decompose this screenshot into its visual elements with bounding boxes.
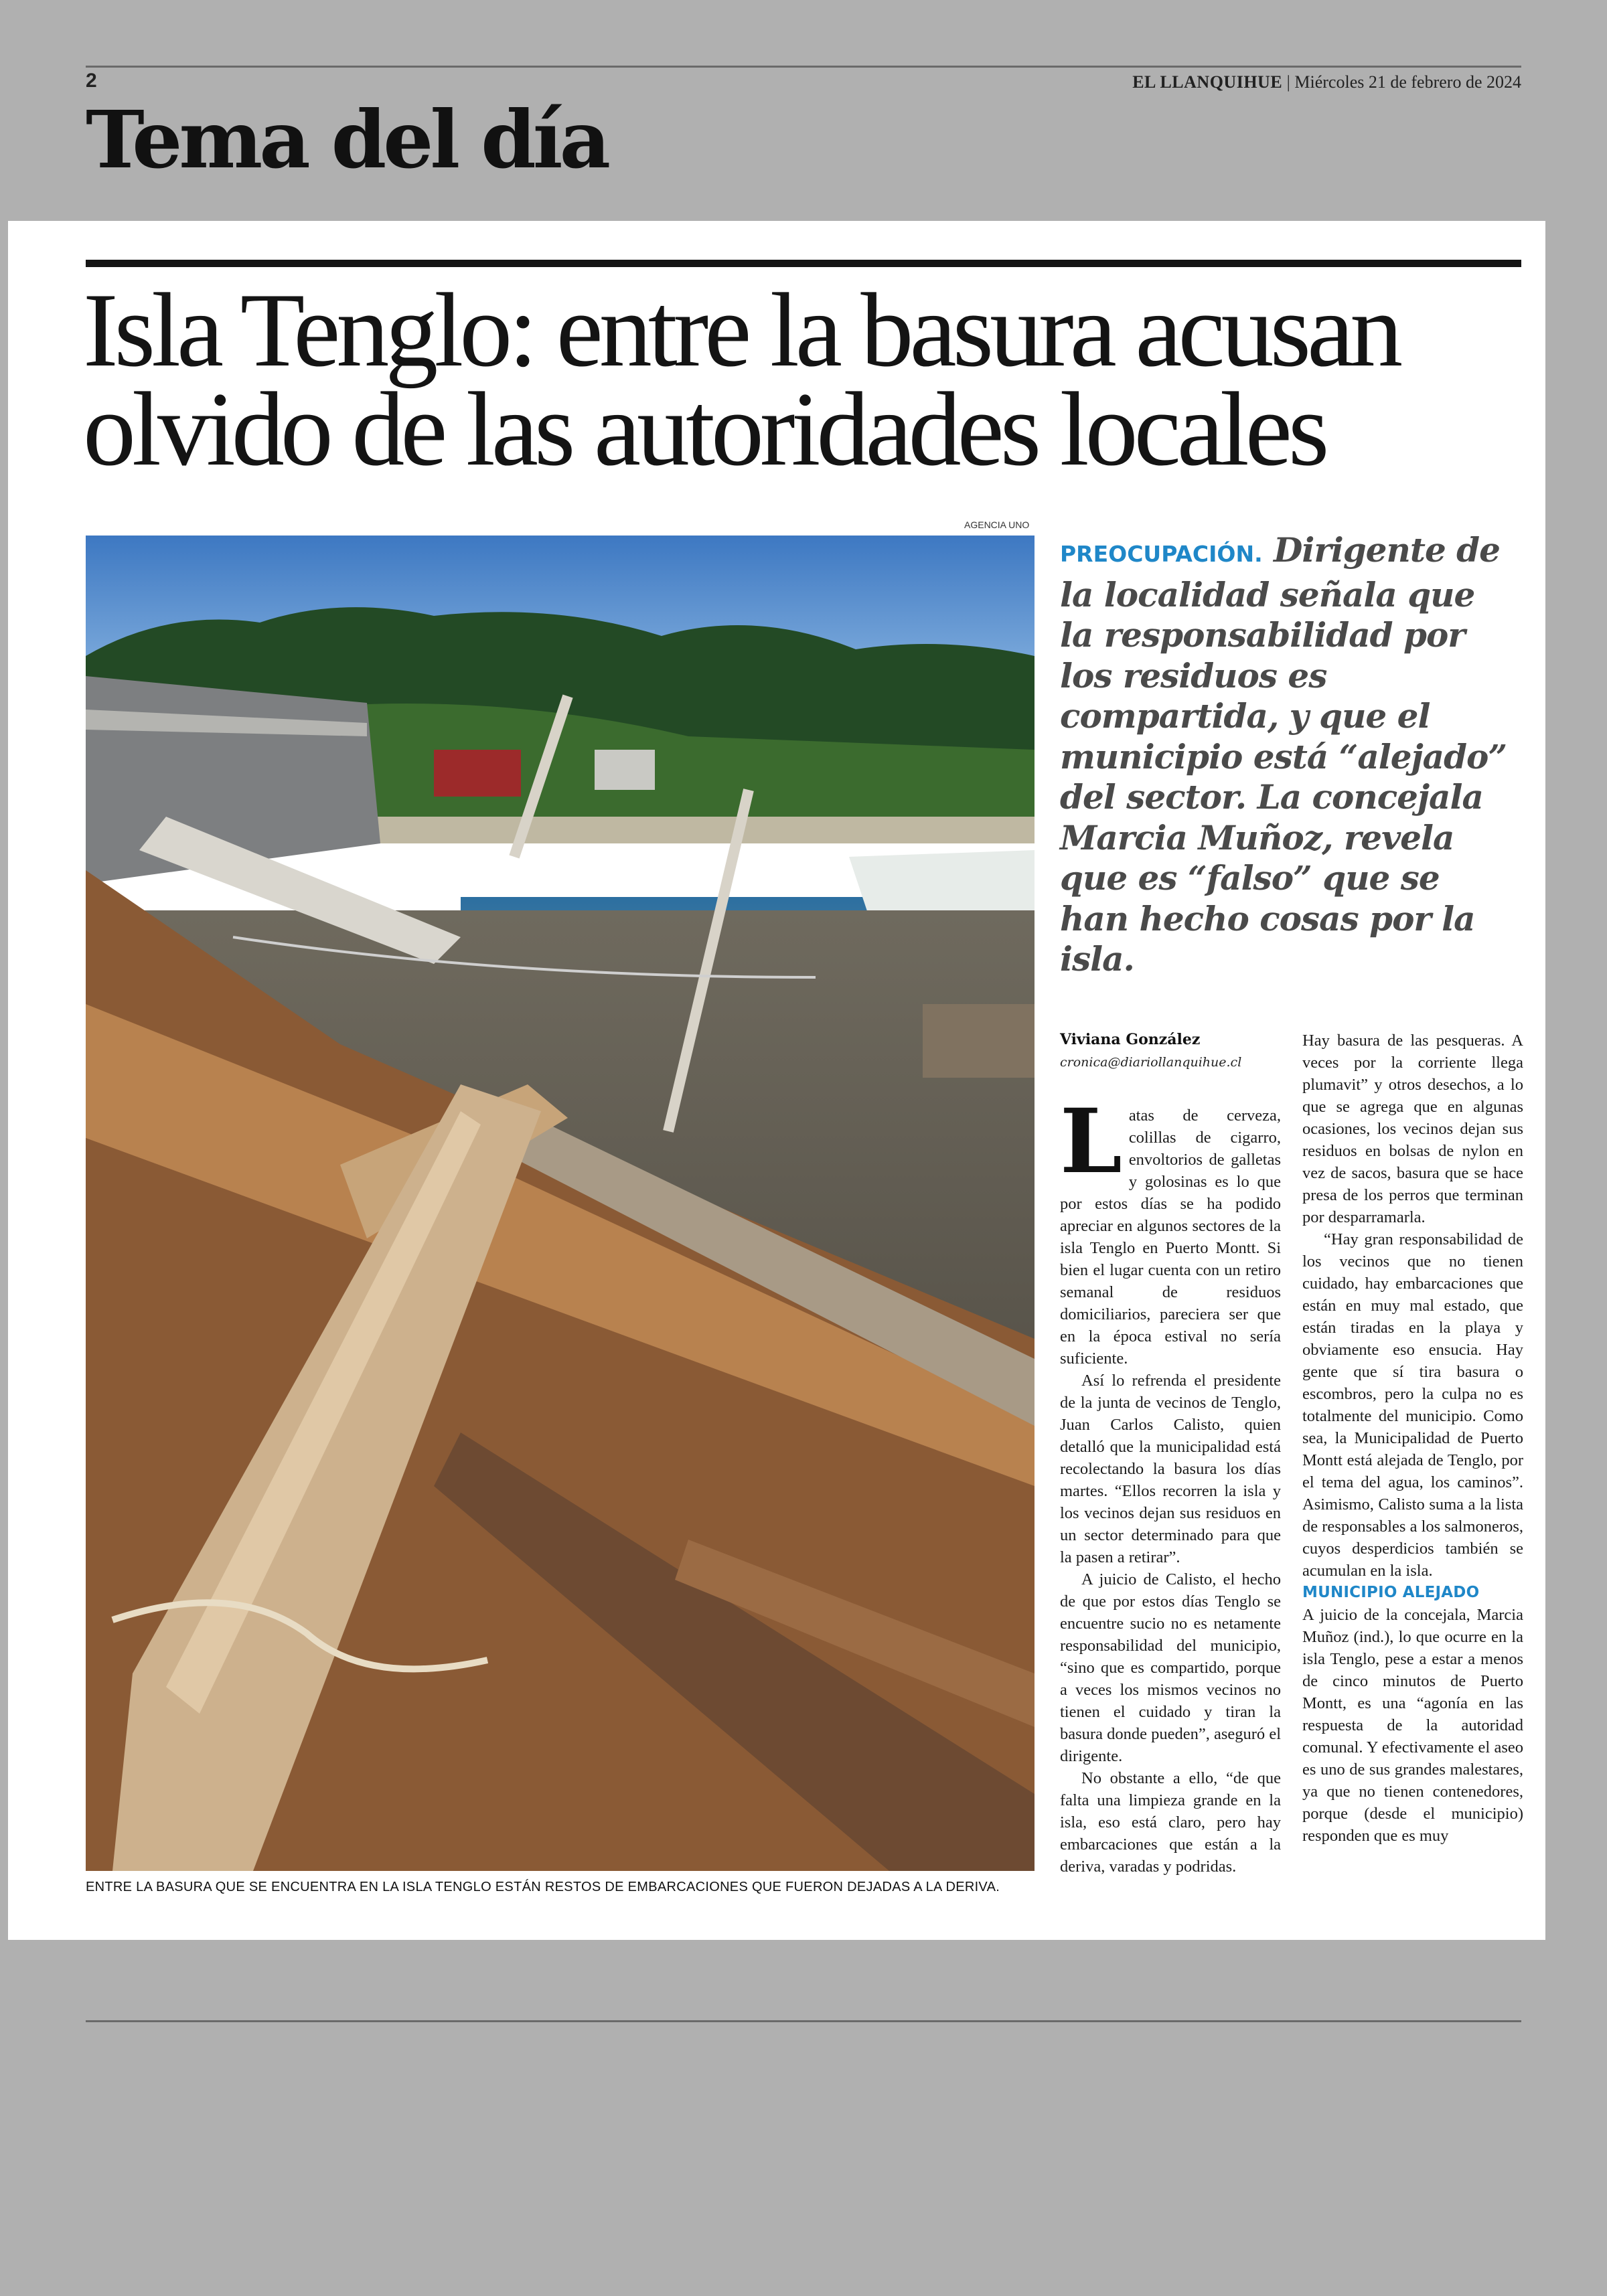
author-email: cronica@diariollanquihue.cl xyxy=(1060,1055,1242,1070)
paragraph: A juicio de Calisto, el hecho de que por estos días Tenglo se encuentre sucio no es netamente responsabilidad del municipio, “sino que es compartido, porque a veces los mismos vecinos no tienen el cuidado y tiran la basura donde pueden”, aseguró el dirigente. xyxy=(1060,1570,1281,1765)
headline-rule xyxy=(86,260,1521,267)
article-headline: Isla Tenglo: entre la basura acusan olvido de las autoridades locales xyxy=(83,272,1399,488)
issue-date: Miércoles 21 de febrero de 2024 xyxy=(1294,72,1521,92)
photo-credit: AGENCIA UNO xyxy=(964,519,1030,530)
page-number: 2 xyxy=(86,70,97,92)
paragraph: “Hay gran responsabilidad de los vecinos que no tienen cuidado, hay embarcaciones que están en muy mal estado, que están tiradas en la playa y obviamente eso ensucia. Hay gente que sí tira basura o escombros, pero la culpa no es totalmente del municipio. Como sea, la Municipalidad de Puerto Montt está alejada de Tenglo, por el tema del agua, los caminos”. Asimismo, Calisto suma a la lista de responsables a los salmoneros, cuyos desperdicios también se acumulan en la isla. xyxy=(1302,1230,1523,1580)
newspaper-name: EL LLANQUIHUE xyxy=(1132,72,1283,92)
subhead: MUNICIPIO ALEJADO xyxy=(1302,1584,1480,1601)
deck-text: Dirigente de la localidad señala que la responsabilidad por los residuos es compartida, y que el municipio está “alejado” del sector. La concejala Marcia Muñoz, revela que es “falso” que se han hecho cosas por la isla. xyxy=(1060,530,1507,979)
article-deck xyxy=(1060,530,1515,980)
body-column-2 xyxy=(1302,1030,1523,1847)
paragraph: atas de cerveza, colillas de cigarro, envoltorios de galletas y golosinas es lo que por estos días se ha podido apreciar en algunos sectores de la isla Tenglo en Puerto Montt. Si bien el lugar cuenta con un retiro semanal de residuos domiciliarios, pareciera ser que en la época estival no sería suficiente. xyxy=(1060,1106,1281,1368)
header-rule xyxy=(86,66,1521,68)
paragraph: A juicio de la concejala, Marcia Muñoz (ind.), lo que ocurre en la isla Tenglo, pese a estar a menos de cinco minutos de Puerto Montt, es una “agonía en las respuesta de la autoridad comunal. Y efectivamente el aseo es uno de sus grandes malestares, ya que no tienen contenedores, porque (desde el municipio) responden que es muy xyxy=(1302,1606,1523,1845)
deck-kicker: PREOCUPACIÓN. xyxy=(1060,541,1263,567)
section-title: Tema del día xyxy=(86,93,608,186)
author-byline: Viviana González xyxy=(1060,1031,1201,1048)
paragraph: No obstante a ello, “de que falta una limpieza grande en la isla, eso está claro, pero hay embarcaciones que están a la deriva, varadas y podridas. xyxy=(1060,1769,1281,1876)
article-photo xyxy=(86,536,1035,1871)
boat-wreck-illustration xyxy=(86,536,1035,1871)
masthead: EL LLANQUIHUE | Miércoles 21 de febrero de 2024 xyxy=(1132,72,1521,92)
paragraph: Así lo refrenda el presidente de la junta de vecinos de Tenglo, Juan Carlos Calisto, quien detalló que la municipalidad está recolectando la basura los días martes. “Ellos recorren la isla y los vecinos dejan sus residuos en un sector determinado para que la pasen a retirar”. xyxy=(1060,1372,1281,1566)
body-column-1 xyxy=(1060,1090,1281,1878)
footer-rule xyxy=(86,2020,1521,2022)
photo-caption: ENTRE LA BASURA QUE SE ENCUENTRA EN LA ISLA TENGLO ESTÁN RESTOS DE EMBARCACIONES QUE FUERON DEJADAS A LA DERIVA. xyxy=(86,1880,1000,1894)
drop-cap: L xyxy=(1060,1090,1122,1194)
paragraph: Hay basura de las pesqueras. A veces por la corriente llega plumavit” y otros desechos, a lo que se agrega que en algunas ocasiones, los vecinos dejan sus residuos en bolsas de nylon en vez de sacos, basura que se hace presa de los perros que terminan por desparramarla. xyxy=(1302,1032,1523,1226)
